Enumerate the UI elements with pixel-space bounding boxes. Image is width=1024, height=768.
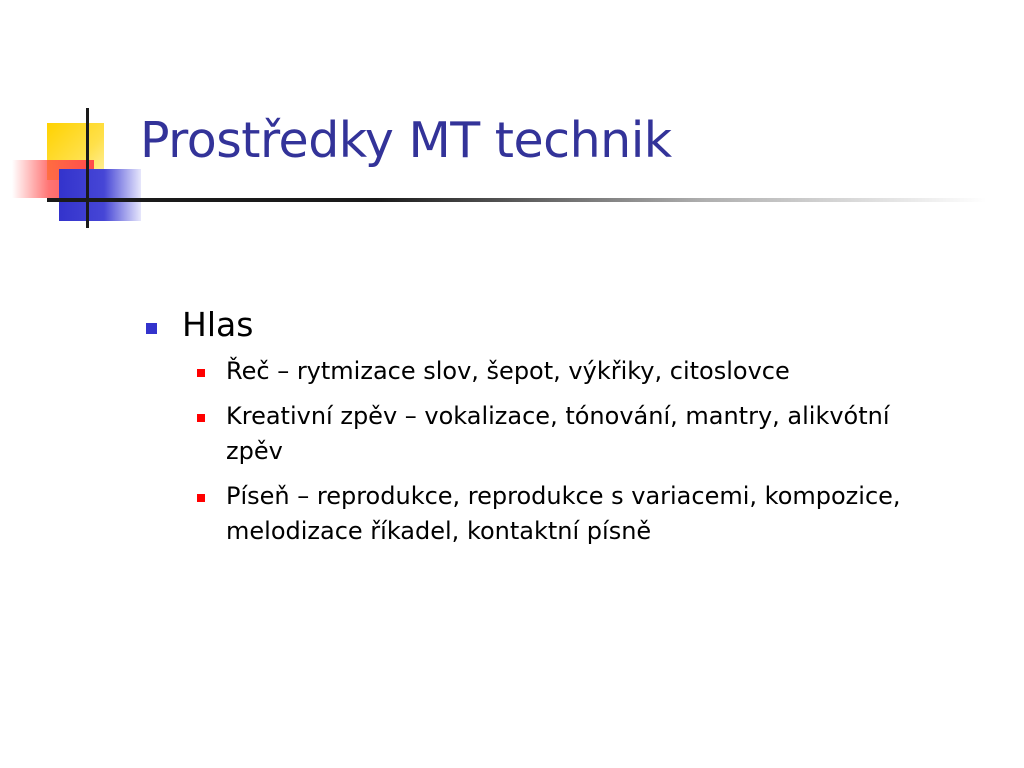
sub-bullet-text: Řeč – rytmizace slov, šepot, výkřiky, citoslovce [226,357,790,385]
square-bullet-icon [197,414,205,422]
square-bullet-icon [197,494,205,502]
sub-bullet-text: Kreativní zpěv – vokalizace, tónování, mantry, alikvótní zpěv [226,402,890,465]
vertical-divider-line [86,108,89,228]
bullet-level1 [143,302,963,348]
sub-bullet-list [186,354,963,549]
square-bullet-icon [197,369,205,377]
sub-bullet-item [186,399,946,469]
slide-title: Prostředky MT technik [140,112,672,169]
sub-bullet-item [186,479,946,549]
title-underline [47,198,987,202]
decorative-logo [0,0,140,240]
sub-bullet-text: Píseň – reprodukce, reprodukce s variacemi, kompozice, melodizace říkadel, kontaktní písně [226,482,901,545]
square-bullet-icon [146,323,157,334]
slide-content [143,302,963,559]
blue-square-shape [59,169,141,221]
sub-bullet-item [186,354,946,389]
bullet-level1-text: Hlas [182,305,254,344]
